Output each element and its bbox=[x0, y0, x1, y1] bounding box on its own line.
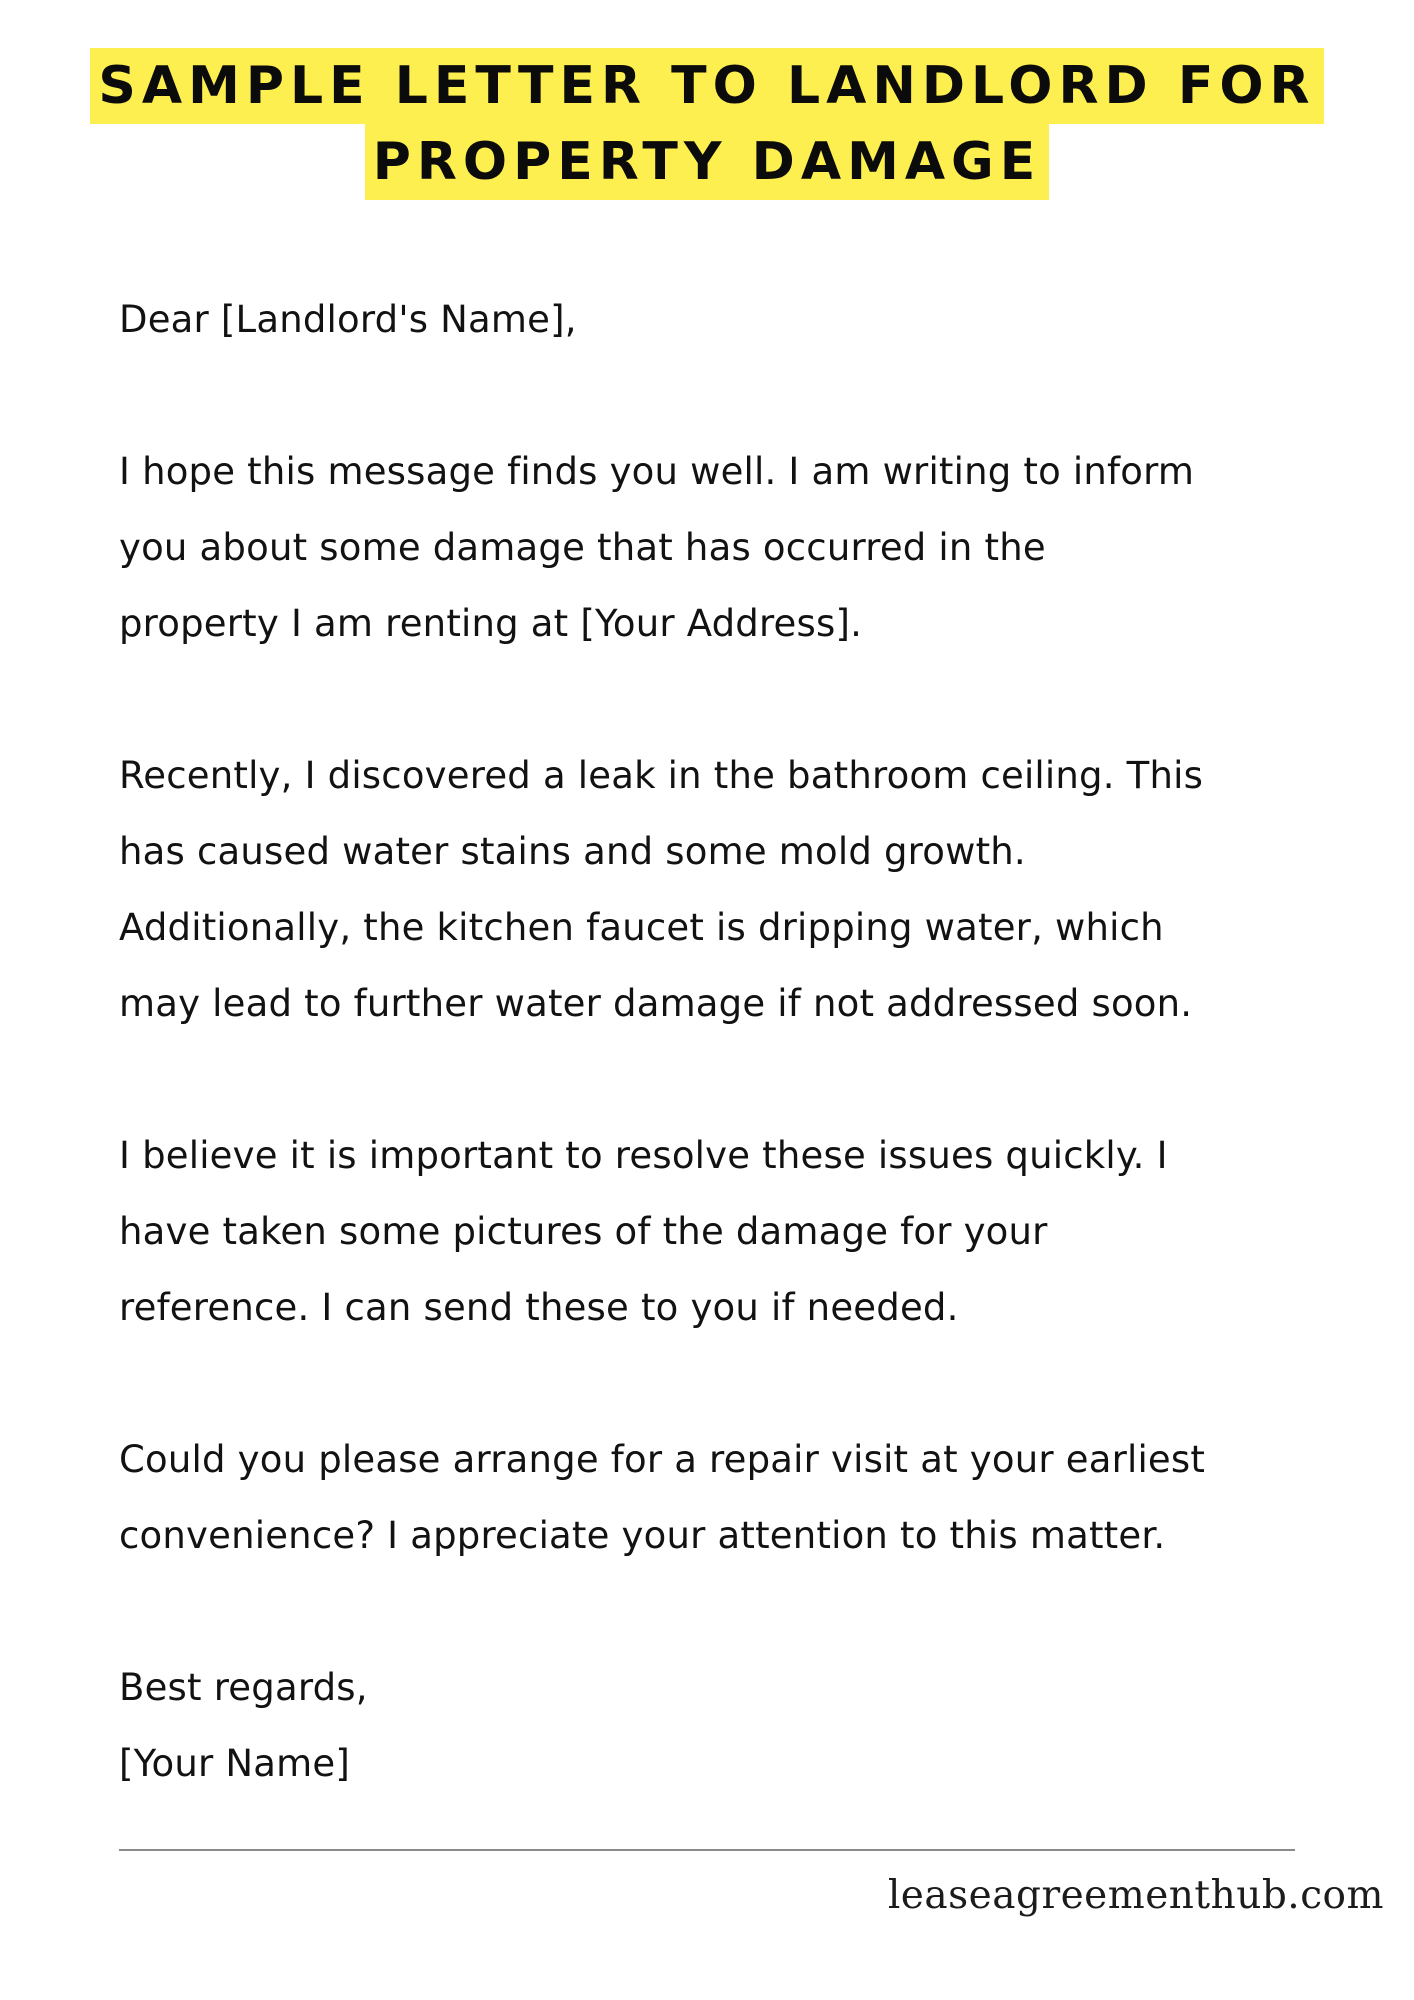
footer-divider bbox=[119, 1849, 1295, 1851]
signature: [Your Name] bbox=[119, 1742, 350, 1785]
paragraph-3 bbox=[119, 1118, 1349, 1346]
document-title bbox=[0, 48, 1414, 200]
paragraph-1-line: I hope this message finds you well. I am writing to inform bbox=[119, 450, 1195, 493]
paragraph-2-line: may lead to further water damage if not addressed soon. bbox=[119, 982, 1193, 1025]
letter-body bbox=[119, 282, 1349, 1802]
paragraph-1-line: property I am renting at [Your Address]. bbox=[119, 602, 863, 645]
paragraph-2-line: has caused water stains and some mold growth. bbox=[119, 830, 1026, 873]
paragraph-3-line: reference. I can send these to you if needed. bbox=[119, 1286, 959, 1329]
paragraph-1 bbox=[119, 434, 1349, 662]
title-line-2: PROPERTY DAMAGE bbox=[365, 124, 1050, 200]
paragraph-4-line: Could you please arrange for a repair visit at your earliest bbox=[119, 1438, 1206, 1481]
closing: Best regards, bbox=[119, 1666, 368, 1709]
paragraph-4-line: convenience? I appreciate your attention to this matter. bbox=[119, 1514, 1166, 1557]
paragraph-2-line: Recently, I discovered a leak in the bathroom ceiling. This bbox=[119, 754, 1204, 797]
paragraph-2 bbox=[119, 738, 1349, 1042]
paragraph-2-line: Additionally, the kitchen faucet is dripping water, which bbox=[119, 906, 1164, 949]
paragraph-3-line: have taken some pictures of the damage for your bbox=[119, 1210, 1048, 1253]
salutation: Dear [Landlord's Name], bbox=[119, 298, 577, 341]
title-line-1: SAMPLE LETTER TO LANDLORD FOR bbox=[90, 48, 1323, 124]
paragraph-1-line: you about some damage that has occurred in the bbox=[119, 526, 1046, 569]
paragraph-4 bbox=[119, 1422, 1349, 1574]
paragraph-3-line: I believe it is important to resolve these issues quickly. I bbox=[119, 1134, 1168, 1177]
footer-website: leaseagreementhub.com bbox=[887, 1873, 1384, 1918]
